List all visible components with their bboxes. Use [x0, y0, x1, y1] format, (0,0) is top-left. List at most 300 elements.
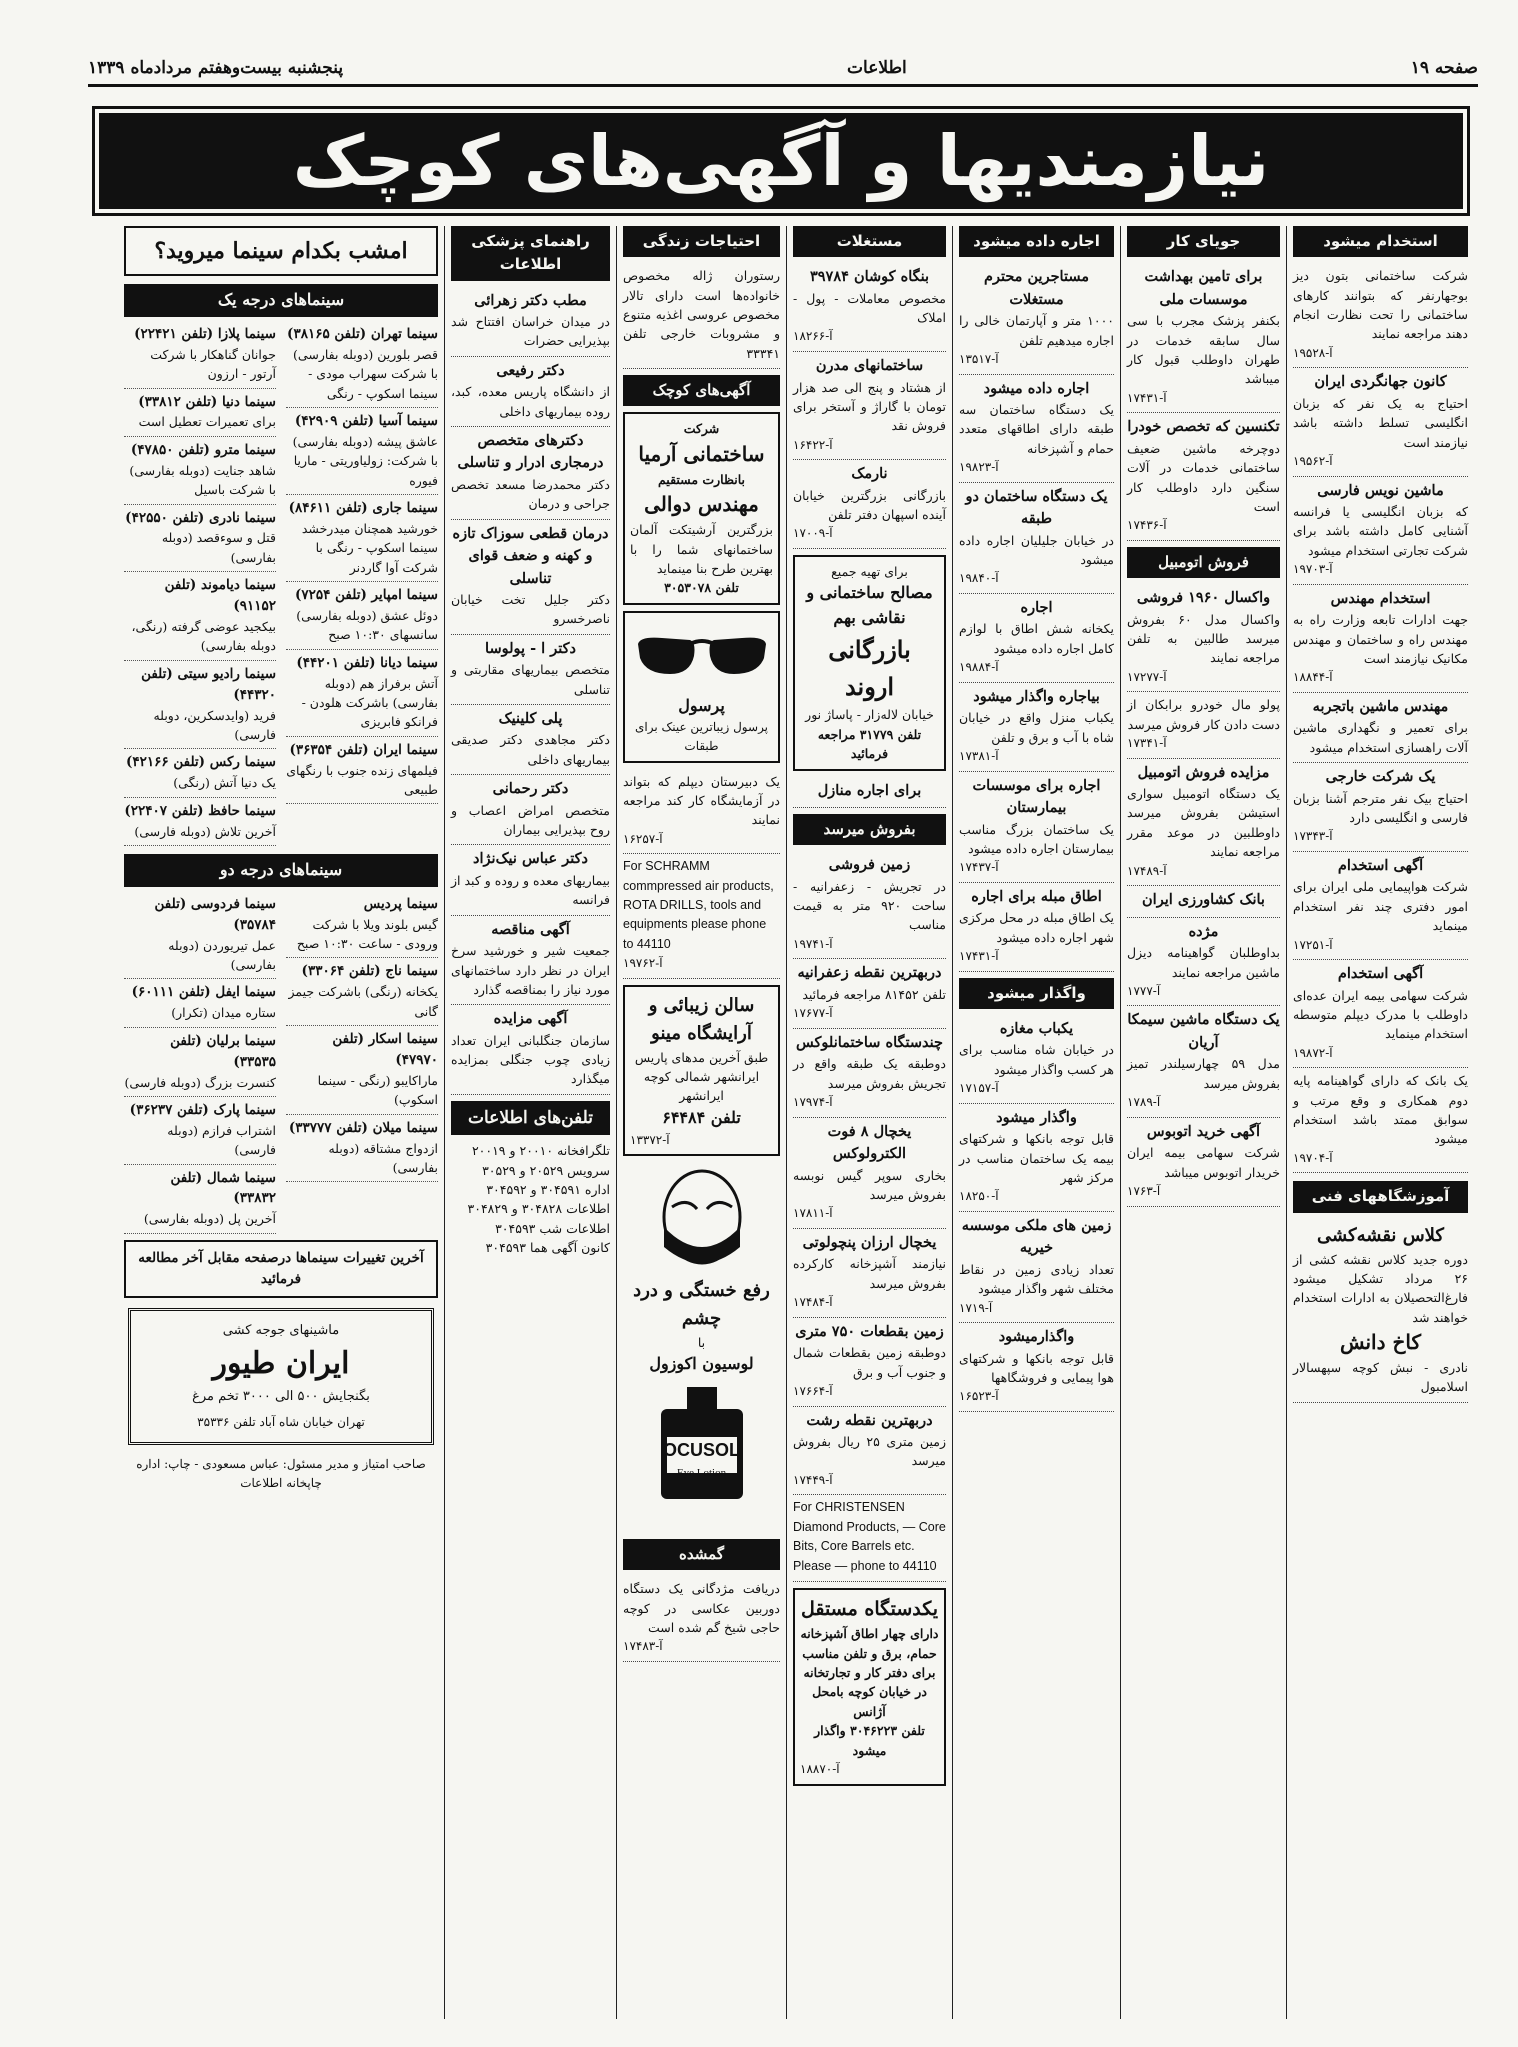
cinema-listing	[286, 958, 438, 1026]
ad-body: شرکت هواپیمایی ملی ایران برای امور دفتری چند نفر استخدام مینماید	[1293, 879, 1468, 934]
ad-code: ۱۷۲۵۱-آ	[1293, 937, 1333, 952]
ad-body: دریافت مژدگانی یک دستگاه دوربین عکاسی در کوچه حاجی شیخ گم شده است	[623, 1581, 780, 1635]
ad-title: یخچال ارزان پنچولوتی	[802, 1233, 937, 1251]
ad-title: برای اجاره منازل	[817, 781, 922, 799]
classified-ad	[1127, 1118, 1280, 1207]
cinema-listing	[124, 389, 276, 437]
ad-body: یک دستگاه ساختمان سه طبقه دارای اطاقهای متعدد حمام و آشپزخانه	[959, 402, 1114, 456]
cinema-name: سینما حافظ (تلفن ۲۲۴۰۷)	[124, 802, 276, 819]
sunglasses-icon	[632, 626, 772, 686]
cinema-name: سینما دیانا (تلفن ۴۴۲۰۱)	[296, 654, 438, 671]
classified-ad	[959, 594, 1114, 683]
column-heading: آموزشگاههای فنی	[1293, 1181, 1468, 1212]
ad-code: ۱۹۵۲۸-آ	[1293, 345, 1333, 360]
phone-entry: تلگرافخانه ۲۰۰۱۰ و ۲۰۰۱۹	[471, 1143, 610, 1159]
logo-address: تهران خیابان شاه آباد تلفن ۳۵۳۳۶	[197, 1415, 365, 1430]
ad-body: واکسال مدل ۶۰ بفروش میرسد طالبین به تلفن مراجعه نمایند	[1127, 611, 1280, 666]
cinema-name: سینما پارک (تلفن ۳۶۲۳۷)	[129, 1101, 276, 1118]
classified-ad	[451, 845, 610, 915]
classified-ad	[1293, 960, 1468, 1068]
ad-code: ۱۷۹۷۴-آ	[793, 1095, 833, 1110]
ad-body: یکباب منزل واقع در خیابان شاه با آب و برق و تلفن	[959, 710, 1114, 745]
ad-body: ۱۰۰۰ متر و آپارتمان خالی را اجاره میدهیم تلفن	[959, 313, 1114, 348]
classified-ad	[793, 263, 946, 352]
cinema-name: سینما پلازا (تلفن ۲۲۴۲۱)	[134, 325, 276, 342]
classified-ad	[793, 959, 946, 1028]
ad-title: آگهی استخدام	[1337, 856, 1424, 874]
ad-code: ۱۷۴۸۴-آ	[793, 1295, 833, 1310]
cinema-name: سینما برلیان (تلفن ۳۳۵۳۵)	[170, 1032, 276, 1070]
column-heading: اجاره داده میشود	[959, 226, 1114, 257]
box-intro: برای تهیه جمیع	[831, 564, 908, 580]
ad-title: تکنسین که تخصص خودرا	[1127, 418, 1280, 436]
armia-company-ad	[623, 412, 780, 604]
phone-entry: سرویس ۲۰۵۲۹ و ۳۰۵۲۹	[482, 1162, 610, 1178]
column-property	[786, 226, 952, 2019]
second-class-heading: سینماهای درجه دو	[124, 854, 438, 887]
page-number: صفحه ۱۹	[1410, 58, 1478, 78]
ad-code: ۱۷۶۳-آ	[1127, 1183, 1161, 1198]
ad-code: ۱۷۴۳۷-آ	[959, 860, 999, 875]
tired-face-icon	[642, 1167, 762, 1277]
ad-code: ۱۶۵۲۳-آ	[959, 1389, 999, 1404]
cinema-program: عاشق پیشه (دوبله بفارسی) با شرکت: زولیاوریتی - ماریا فیوره	[292, 433, 438, 488]
classified-ad	[959, 883, 1114, 972]
cinema-program: بیکجید عوضی گرفته (رنگی، دوبله بفارسی)	[131, 619, 276, 654]
school-job-ad	[623, 769, 780, 855]
box-body: دارای چهار اطاق آشپزخانه حمام، برق و تلفن مناسب برای دفتر کار و تجارتخانه در خیابان کوچه بامحل آژانس	[800, 1626, 939, 1719]
cinema-listing	[286, 582, 438, 650]
logo-top: ماشینهای جوجه کشی	[222, 1322, 340, 1338]
classified-ad	[451, 705, 610, 775]
cinema-program: آخرین تلاش (دوبله فارسی)	[134, 823, 276, 839]
cinema-listing	[124, 661, 276, 750]
ad-title: واگذار میشود	[996, 1108, 1077, 1126]
ad-body: یک بانک که دارای گواهینامه پایه دوم همکاری و وقع مرتب و سوابق ممتد باشد استخدام میشود	[1293, 1073, 1468, 1147]
ad-code: ۱۷۴۸۳-آ	[623, 1639, 663, 1654]
first-class-cinemas	[124, 321, 438, 846]
logo-tagline: بگنجایش ۵۰۰ الی ۳۰۰۰ تخم مرغ	[192, 1389, 370, 1405]
classified-ad	[793, 851, 946, 959]
rental-note	[793, 777, 946, 808]
cinema-listing	[124, 505, 276, 573]
ad-body: یک ساختمان بزرگ مناسب بیمارستان اجاره داده میشود	[959, 821, 1114, 856]
ad-body: یکخانه شش اطاق با لوازم کامل اجاره داده میشود	[959, 621, 1114, 656]
ad-title: برای تامین بهداشت موسسات ملی	[1144, 268, 1263, 308]
classified-ad	[793, 1029, 946, 1118]
classified-ad	[793, 1229, 946, 1318]
christensen-ad: For CHRISTENSEN Diamond Products, — Core Bits, Core Barrels etc. Please — phone to 44110	[793, 1495, 946, 1582]
cinema-listing	[286, 737, 438, 805]
ad-body: که بزبان انگلیسی یا فرانسه آشنایی کامل داشته باشد برای شرکت تجارتی استخدام میشود	[1293, 504, 1468, 558]
ad-body: مخصوص معاملات - پول - املاک	[793, 290, 946, 326]
cinema-name: سینما نادری (تلفن ۴۲۵۵۰)	[125, 509, 276, 526]
ad-body: بکنفر پزشک مجرب با سی سال سابقه خدمات در طهران داوطلب قبول کار میباشد	[1127, 313, 1280, 387]
school-ad	[1293, 1219, 1468, 1403]
classified-ad	[1293, 763, 1468, 852]
salon-title: سالن زیبائی و آرایشگاه مینو	[648, 994, 755, 1044]
classified-ad	[1127, 1006, 1280, 1117]
cinema-name: سینما تهران (تلفن ۳۸۱۶۵)	[287, 325, 438, 342]
ad-body: در میدان خراسان افتتاح شد بپذیرایی حضرات	[451, 313, 610, 349]
ad-code: ۱۷۱۵۷-آ	[959, 1081, 999, 1096]
ad-title: واگذارمیشود	[998, 1328, 1075, 1346]
cinema-program: دوئل عشق (دوبله بفارسی) سانسهای ۱۰:۳۰ صبح	[296, 607, 438, 643]
ad-body: بازرگانی بزرگترین خیابان آینده اسپهان دفتر تلفن	[793, 487, 946, 523]
classified-ad	[959, 1323, 1114, 1412]
company-label: شرکت	[683, 421, 720, 437]
column-heading: راهنمای پزشکی اطلاعات	[451, 226, 610, 281]
ad-title: یک دستگاه ساختمان دو طبقه	[965, 487, 1108, 528]
bottle-brand: OCUSOL	[662, 1440, 740, 1461]
ad-title: یک شرکت خارجی	[1325, 768, 1436, 786]
ocusol-ad	[623, 1162, 780, 1533]
cinema-listing	[286, 495, 438, 582]
issue-date: پنجشنبه بیست‌وهفتم مردادماه ۱۳۳۹	[88, 58, 344, 78]
lost-heading: گمشده	[623, 1539, 780, 1570]
ad-body: یک اطاق مبله در محل مرکزی شهر اجاره داده میشود	[959, 910, 1114, 945]
column-heading: جویای کار	[1127, 226, 1280, 257]
ad-code: ۱۷۳۴۳-آ	[1293, 829, 1333, 844]
cinema-name: سینما شمال (تلفن ۳۳۸۳۲)	[170, 1169, 276, 1207]
ad-body: دوطبقه یک طبقه واقع در تجریش بفروش میرسد	[793, 1056, 946, 1091]
ad-body: دکتر محمدرضا مسعد تخصص جراحی و درمان	[451, 476, 610, 512]
column-heading: احتیاجات زندگی	[623, 226, 780, 257]
ad-code: ۱۷۲۷۷-آ	[1127, 669, 1167, 684]
classified-ad	[793, 352, 946, 460]
ad-code: ۱۸۸۴۴-آ	[1293, 670, 1333, 685]
classified-ad	[1127, 584, 1280, 692]
ad-body: پولو مال خودرو برابکان از دست دادن کار فروش میرسد	[1127, 697, 1280, 732]
ad-code: ۱۷۳۴۱-آ	[1127, 736, 1167, 751]
ad-title: دکتر ا - پولوسا	[485, 639, 576, 657]
ad-body: قابل توجه بانکها و شرکتهای بیمه یک ساختمان مناسب در مرکز شهر	[959, 1131, 1114, 1185]
rental-ads	[959, 263, 1114, 971]
classified-ad	[1293, 585, 1468, 693]
cinema-program: اشتراب فرازم (دوبله فارسی)	[167, 1122, 276, 1158]
ad-code: ۱۳۳۷۲-آ	[630, 1132, 670, 1147]
cinema-listing	[286, 891, 438, 959]
ad-code: ۱۶۴۲۲-آ	[793, 437, 833, 452]
cinema-listing	[286, 1026, 438, 1115]
ad-body: تعداد زیادی زمین در نقاط مختلف شهر واگذار میشود	[959, 1261, 1114, 1297]
ad-body: یک دبیرستان دیپلم که بتواند در آزمایشگاه کار کند مراجعه نمایند	[623, 773, 780, 828]
ad-body: در خیابان شاه مناسب برای هر کسب واگذار میشود	[959, 1042, 1114, 1077]
box-subtitle: مصالح ساختمانی و نقاشی بهم	[806, 583, 933, 628]
ad-body: شرکت سهامی بیمه ایران خریدار اتوبوس میباشد	[1127, 1145, 1280, 1180]
ad-body: برای تعمیر و نگهداری ماشین آلات راهسازی استخدام میشود	[1293, 720, 1468, 755]
classified-ad	[623, 263, 780, 369]
column-cinemas	[118, 226, 444, 2019]
ad-title: دکتر رفیعی	[496, 361, 565, 379]
cinema-name: سینما ایران (تلفن ۳۶۳۵۴)	[289, 741, 438, 758]
second-class-cinemas	[124, 891, 438, 1234]
classified-ad	[959, 263, 1114, 374]
ad-body: از هشتاد و پنج الی صد هزار تومان با گاراژ و آستخر برای فروش نقد	[793, 379, 946, 434]
classified-ad	[1127, 918, 1280, 1007]
phone-entry: اطلاعات شب ۳۰۴۵۹۳	[495, 1220, 610, 1236]
ad-code: ۱۷۳۸۱-آ	[959, 749, 999, 764]
ad-body: شرکت سهامی بیمه ایران عده‌ای داوطلب با مدرک دیپلم متوسطه استخدام مینماید	[1293, 987, 1468, 1042]
ad-title: زمین فروشی	[828, 856, 911, 874]
ad-body: دکتر جلیل تخت خیابان ناصرخسرو	[451, 592, 610, 627]
ad-title: آگهی خرید اتوبوس	[1146, 1122, 1261, 1140]
ad-body: مدل ۵۹ چهارسیلندر تمیز بفروش میرسد	[1127, 1056, 1280, 1091]
ad-body: احتیاج به یک نفر که بزبان انگلیسی تسلط داشته باشد نیازمند است	[1293, 395, 1468, 450]
ad-body: در تجریش - زعفرانیه - ساحت ۹۲۰ متر به قیمت مناسب	[793, 878, 946, 933]
classified-ad	[1127, 263, 1280, 413]
ad-code: ۱۷۱۹-آ	[959, 1300, 993, 1315]
arvand-ad-box	[793, 555, 946, 770]
persol-glasses-ad	[623, 611, 780, 763]
ad-code: ۱۸۲۶۶-آ	[793, 329, 833, 344]
ad-body: از دانشگاه پاریس معده، کبد، روده بیماریهای داخلی	[451, 384, 610, 419]
company-phone: تلفن ۳۰۵۳۰۷۸	[664, 580, 739, 596]
cinema-listing	[124, 891, 276, 980]
company-engineer: مهندس دوالی	[644, 492, 759, 517]
cinema-headline: امشب بکدام سینما میروید؟	[124, 226, 438, 276]
cinema-program: گیس بلوند ویلا با شرکت ورودی - ساعت ۱۰:۳۰ صبح	[296, 916, 438, 952]
ad-title: دکترهای متخصص درمجاری ادرار و تناسلی	[457, 431, 604, 472]
box-phone: تلفن ۳۰۴۶۲۲۳ واگذار میشود	[814, 1723, 925, 1758]
classified-ad	[1293, 477, 1468, 585]
for-sale-ads	[793, 851, 946, 1495]
cinema-name: سینما اسکار (تلفن ۴۷۹۷۰)	[332, 1031, 438, 1069]
salon-phone: تلفن ۶۴۴۸۴	[662, 1107, 741, 1127]
ad-code: ۱۷۴۴۹-آ	[793, 1472, 833, 1487]
box-title: یکدستگاه مستقل	[800, 1597, 939, 1620]
ad-body: احتیاج بیک نفر مترجم آشنا بزبان فارسی و انگلیسی دارد	[1293, 790, 1468, 825]
ad-code: ۱۷۶۶۴-آ	[793, 1384, 833, 1398]
ad-body: تلفن ۸۱۴۵۲ مراجعه فرمائید	[802, 986, 946, 1002]
ad-title: زمین های ملکی موسسه خیریه	[961, 1216, 1112, 1257]
school-name: کاخ دانش	[1339, 1330, 1421, 1355]
ad-body: زمین متری ۲۵ ریال بفروش میرسد	[793, 1434, 946, 1469]
cinema-program: عمل تیریوردن (دوبله بفارسی)	[168, 937, 276, 972]
daily-needs-ads	[623, 263, 780, 369]
cinema-program: شاهد جنایت (دوبله بفارسی) با شرکت باسیل	[129, 462, 276, 498]
ad-title: دکتر رحمانی	[492, 780, 569, 798]
ad-code: ۱۷۰۰۹-آ	[793, 526, 833, 541]
company-sub: بانظارت مستقیم	[657, 471, 746, 487]
cinema-name: سینما فردوسی (تلفن ۳۵۷۸۴)	[154, 895, 276, 933]
ad-title: مستاجرین محترم مستغلات	[983, 268, 1090, 308]
ad-title: چندستگاه ساختمانلوکس	[796, 1033, 943, 1051]
cinema-name: سینما دنیا (تلفن ۳۳۸۱۲)	[138, 393, 276, 410]
classified-ad	[1293, 368, 1468, 476]
property-ads	[793, 263, 946, 549]
cinema-program: ماراکایبو (رنگی - سینما اسکوپ)	[317, 1072, 438, 1108]
classifieds-banner	[92, 106, 1470, 216]
ad-body: جهت ادارات تابعه وزارت راه به مهندس راه و ساختمان و مهندس مکانیک نیازمند است	[1293, 612, 1468, 666]
phone-entry: اطلاعات ۳۰۴۸۲۸ و ۳۰۴۸۲۹	[467, 1201, 610, 1217]
cinema-name: سینما جاری (تلفن ۸۴۶۱۱)	[288, 499, 438, 516]
phone-list	[451, 1141, 610, 1257]
cinema-name: سینما رکس (تلفن ۴۲۱۶۶)	[125, 754, 276, 771]
ad-code: ۱۳۵۱۷-آ	[959, 351, 999, 366]
ad-code: ۱۷۴۳۶-آ	[1127, 518, 1167, 533]
cinema-name: سینما آسیا (تلفن ۴۲۹۰۹)	[294, 412, 438, 429]
logo-brand: ایران طیور	[212, 1345, 350, 1381]
classified-ad	[793, 1318, 946, 1407]
cinema-program: آخرین پل (دوبله بفارسی)	[143, 1211, 276, 1227]
cinema-program: فرید (وایدسکرین، دوبله فارسی)	[153, 707, 276, 743]
cinema-program: یکخانه (رنگی) باشرکت جیمز گانی	[288, 984, 438, 1019]
cinema-listing	[124, 1097, 276, 1165]
car-sale-ads	[1127, 584, 1280, 1206]
ad-title: مژده	[1188, 922, 1219, 940]
classified-ad	[451, 357, 610, 427]
column-heading: استخدام میشود	[1293, 226, 1468, 257]
cinema-listing	[286, 321, 438, 408]
ad-title: استخدام مهندس	[1330, 589, 1431, 607]
classified-ad	[959, 1212, 1114, 1323]
cinema-program: جوانان گناهکار با شرکت آرتور - ارزون	[150, 346, 276, 382]
classified-ad	[451, 287, 610, 357]
ad-body: بداوطلبان گواهینامه دیزل ماشین مراجعه نمایند	[1127, 945, 1280, 980]
ad-code: ۱۷۸۱۱-آ	[793, 1206, 833, 1221]
ad-code: ۱۷۸۹-آ	[1127, 1095, 1161, 1110]
ad-body: در خیابان جلیلیان اجاره داده میشود	[959, 532, 1114, 568]
ad-title: بیاجاره واگذار میشود	[973, 687, 1100, 705]
cinema-name: سینما ایفل (تلفن ۶۰۱۱۱)	[131, 984, 276, 1001]
ad-title: مهندس ماشین باتجربه	[1312, 697, 1449, 715]
car-sales-heading: فروش اتومبیل	[1127, 547, 1280, 578]
cinema-name: سینما دیاموند (تلفن ۹۱۱۵۲)	[164, 577, 276, 615]
school-address: نادری - نبش کوچه سپهسالار اسلامبول	[1293, 1360, 1468, 1395]
small-ads-heading: آگهی‌های کوچک	[623, 375, 780, 406]
box-brand: بازرگانی اروند	[828, 635, 911, 702]
ad-body: قابل توجه بانکها و شرکتهای هوا پیمایی و فروشگاهها	[959, 1350, 1114, 1386]
cinema-listing	[286, 1115, 438, 1183]
classified-ad	[959, 772, 1114, 883]
bottle-subtitle: Eye Lotion	[676, 1466, 727, 1479]
ad-code: ۱۹۷۰۳-آ	[1293, 562, 1333, 577]
classified-ad	[1127, 759, 1280, 887]
ad-code: ۱۷۴۸۹-آ	[1127, 863, 1167, 878]
job-seeker-ads	[1127, 263, 1280, 541]
ad-title: مطب دکتر زهرائی	[474, 291, 587, 309]
employment-ads	[1293, 263, 1468, 1173]
ad-title: آگهی مناقصه	[491, 920, 570, 938]
cinema-program: برای تعمیرات تعطیل است	[138, 414, 276, 430]
paper-name: اطلاعات	[847, 58, 907, 78]
ad-title: آگهی استخدام	[1337, 965, 1424, 983]
ad-title: مزایده فروش اتومبیل	[1137, 763, 1270, 781]
ad-code: ۱۷۶۷۷-آ	[793, 1006, 833, 1021]
classified-ad	[451, 635, 610, 705]
cinema-listing	[124, 979, 276, 1027]
cinema-listing	[286, 650, 438, 737]
phones-heading: تلفن‌های اطلاعات	[451, 1101, 610, 1135]
ad-title: کانون جهانگردی ایران	[1314, 373, 1447, 391]
ad-title: پلی کلینیک	[498, 710, 563, 727]
ad-body: بخاری سوپر گیس نوبسه بفروش میرسد	[793, 1167, 946, 1202]
classified-ad	[959, 683, 1114, 772]
classified-ad	[1293, 852, 1468, 960]
cinema-program: فیلمهای زنده جنوب با رنگهای طبیعی	[286, 762, 438, 798]
ad-code: ۱۷۴۳۱-آ	[1127, 390, 1167, 405]
cinema-program: ستاره میدان (تکرار)	[171, 1005, 276, 1021]
classified-columns	[44, 226, 1474, 2019]
company-name: ساختمانی آرمیا	[638, 441, 765, 466]
ad-body: بیماریهای معده و روده و کبد از فرانسه	[451, 872, 610, 908]
company-body: بزرگترین آرشیتکت آلمان ساختمانهای شما را با بهترین طرح بنا مینماید	[630, 522, 773, 576]
ad-code: ۱۹۵۶۲-آ	[1293, 453, 1333, 468]
cinema-name: سینما ناج (تلفن ۳۳۰۶۴)	[301, 963, 438, 980]
column-daily-needs	[616, 226, 786, 2019]
ad-title: دکتر عباس نیک‌نژاد	[473, 850, 588, 868]
glasses-brand: پرسول	[678, 695, 725, 715]
classified-ad	[959, 1104, 1114, 1212]
cinema-listing	[124, 572, 276, 661]
ad-body: یک دستگاه اتومبیل سواری استیشن بفروش میرسد داوطلبین در موعد مقرر مراجعه نمایند	[1127, 786, 1280, 860]
ad-title: بانک کشاورزی ایران	[1142, 891, 1265, 909]
medical-ads	[451, 287, 610, 1095]
column-job-seekers	[1120, 226, 1286, 2019]
ad-code: ۱۸۸۷۰-آ	[800, 1761, 840, 1776]
page-header	[88, 56, 1478, 87]
ad-title: یکباب مغازه	[999, 1019, 1074, 1037]
classified-ad	[1127, 692, 1280, 758]
ad-title: درمان قطعی سوزاک تازه و کهنه و ضعف قوای تناسلی	[452, 524, 609, 587]
classified-ad	[1293, 1068, 1468, 1173]
phone-entry: اداره ۳۰۴۵۹۱ و ۳۰۴۵۹۲	[486, 1181, 610, 1197]
box-address: خیابان لاله‌زار - پاساژ نور	[805, 707, 934, 723]
iran-tayoor-ad	[128, 1308, 434, 1445]
ad-body: نیازمند آشپزخانه کارکرده بفروش میرسد	[793, 1256, 946, 1291]
ad-code: ۱۹۸۷۲-آ	[1293, 1045, 1333, 1060]
cinema-program: یک دنیا آتش (رنگی)	[173, 775, 276, 791]
schramm-ad	[623, 854, 780, 978]
classified-ad	[959, 483, 1114, 594]
banner-title: نیازمندیها و آگهی‌های کوچک	[292, 120, 1270, 202]
classified-ad	[1127, 413, 1280, 541]
column-heading: واگذار میشود	[959, 978, 1114, 1009]
cinema-program: قصر بلورین (دوبله بفارسی) با شرکت سهراب مودی - سینما اسکوپ - رنگی	[293, 346, 438, 401]
ad-title: دربهترین نقطه رشت	[806, 1411, 933, 1429]
ad-body: دکتر مجاهدی دکتر صدیقی بیماریهای داخلی	[451, 732, 610, 767]
cinema-name: سینما میلان (تلفن ۳۳۷۷۷)	[288, 1119, 438, 1136]
ad-title: بنگاه کوشان ۳۹۷۸۴	[809, 268, 930, 286]
ocusol-headline: رفع خستگی و درد چشم	[633, 1280, 770, 1329]
phone-entry: کانون آگهی هما ۳۰۴۵۹۳	[485, 1240, 610, 1256]
ad-body: شرکت ساختمانی بتون دیز بوجهارنفر که بتوانند کارهای ساختمانی را تحت نظارت انجام دهند مراجعه نمایند	[1293, 268, 1468, 342]
ad-title: نارمک	[851, 465, 888, 483]
classified-ad	[451, 1005, 610, 1095]
column-rentals	[952, 226, 1120, 2019]
cinema-listing	[124, 437, 276, 505]
ad-code: ۱۹۷۶۲-آ	[623, 956, 663, 971]
classified-ad	[451, 916, 610, 1006]
ad-body: متخصص بیماریهای مقاربتی و تناسلی	[451, 662, 610, 697]
ad-title: یک دستگاه ماشین سیمکا آریان	[1127, 1011, 1280, 1051]
ad-title: دربهترین نقطه زعفرانیه	[797, 964, 942, 982]
classified-ad	[793, 1118, 946, 1229]
ad-title: اطاق مبله برای اجاره	[971, 887, 1102, 905]
ad-body: سازمان جنگلبانی ایران تعداد زیادی چوب جنگلی بمزایده میگذارد	[451, 1032, 610, 1087]
ad-code: ۱۹۸۴۰-آ	[959, 571, 999, 586]
ad-code: ۱۷۷۷-آ	[1127, 983, 1161, 998]
ad-code: ۱۹۸۸۴-آ	[959, 660, 999, 675]
cinema-name: سینما رادیو سیتی (تلفن ۴۴۳۲۰)	[141, 665, 276, 703]
ad-body: دوطبقه زمین بقطعات شمال و جنوب آب و برق	[793, 1345, 946, 1380]
first-class-heading: سینماهای درجه یک	[124, 284, 438, 317]
cinema-name: سینما امپایر (تلفن ۷۲۵۴)	[295, 587, 438, 604]
cinema-listing	[124, 798, 276, 846]
classified-ad	[1293, 263, 1468, 368]
ad-title: یخچال ۸ فوت الکترولوکس	[827, 1122, 912, 1163]
